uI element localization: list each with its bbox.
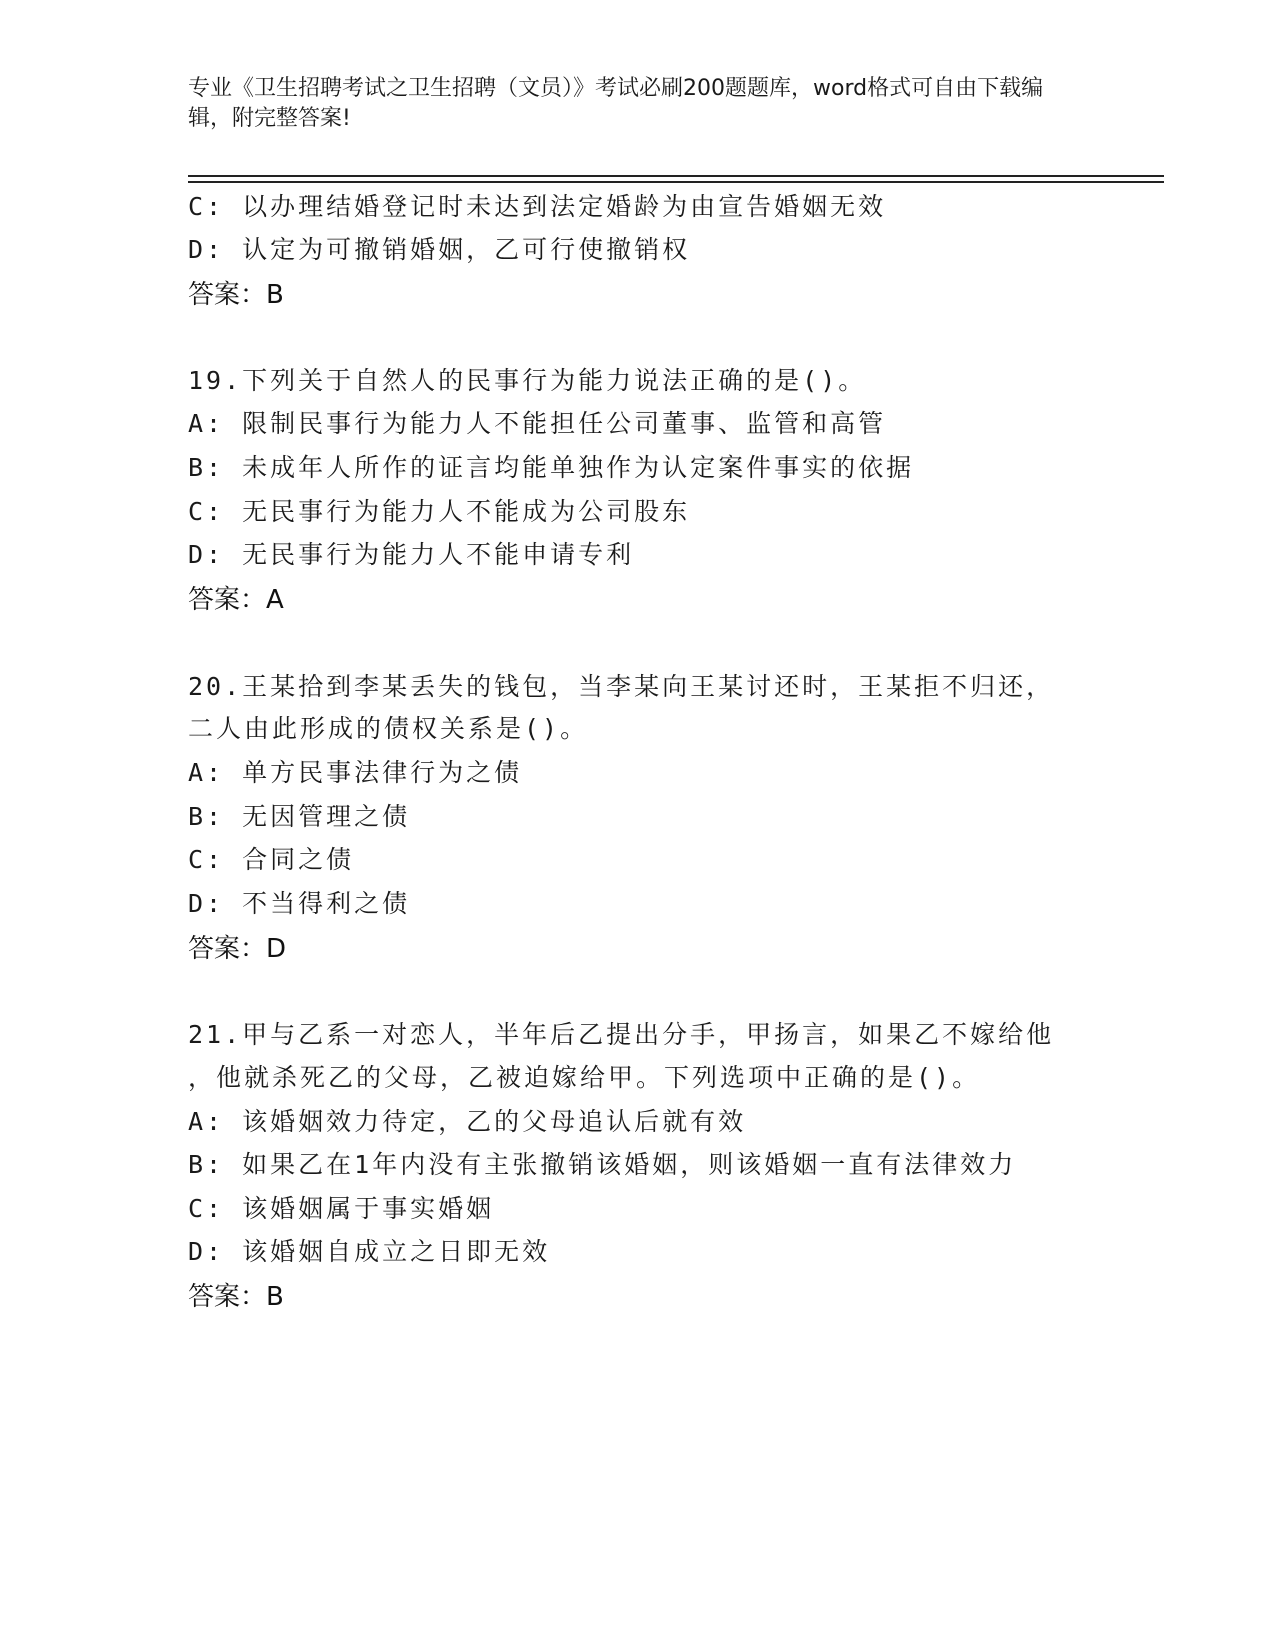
option-a: A: 单方民事法律行为之债 bbox=[188, 758, 523, 787]
option-c: C: 以办理结婚登记时未达到法定婚龄为由宣告婚姻无效 bbox=[188, 192, 887, 221]
header-divider-top bbox=[188, 175, 1164, 177]
page-header: 专业《卫生招聘考试之卫生招聘（文员）》考试必刷200题题库，word格式可自由下载编辑，附完整答案! bbox=[188, 76, 1044, 131]
option-a: A: 该婚姻效力待定，乙的父母追认后就有效 bbox=[188, 1107, 747, 1136]
option-c: C: 无民事行为能力人不能成为公司股东 bbox=[188, 497, 691, 526]
option-d: D: 该婚姻自成立之日即无效 bbox=[188, 1237, 551, 1266]
option-b: B: 如果乙在1年内没有主张撤销该婚姻，则该婚姻一直有法律效力 bbox=[188, 1150, 1017, 1179]
answer-label: 答案：B bbox=[188, 1282, 284, 1312]
question-stem-continued: ，他就杀死乙的父母，乙被迫嫁给甲。下列选项中正确的是()。 bbox=[188, 1063, 981, 1092]
question-stem: 19.下列关于自然人的民事行为能力说法正确的是()。 bbox=[188, 366, 867, 395]
header-divider-bottom bbox=[188, 181, 1164, 183]
answer-label: 答案：D bbox=[188, 934, 287, 964]
option-d: D: 认定为可撤销婚姻，乙可行使撤销权 bbox=[188, 235, 691, 264]
option-a: A: 限制民事行为能力人不能担任公司董事、监管和高管 bbox=[188, 409, 887, 438]
option-c: C: 该婚姻属于事实婚姻 bbox=[188, 1194, 495, 1223]
question-stem-continued: 二人由此形成的债权关系是()。 bbox=[188, 714, 589, 743]
option-b: B: 未成年人所作的证言均能单独作为认定案件事实的依据 bbox=[188, 453, 915, 482]
question-stem: 21.甲与乙系一对恋人，半年后乙提出分手，甲扬言，如果乙不嫁给他 bbox=[188, 1020, 1055, 1049]
option-b: B: 无因管理之债 bbox=[188, 802, 411, 831]
answer-label: 答案：A bbox=[188, 585, 284, 615]
answer-label: 答案：B bbox=[188, 280, 284, 310]
question-stem: 20.王某拾到李某丢失的钱包，当李某向王某讨还时，王某拒不归还， bbox=[188, 672, 1055, 701]
option-d: D: 无民事行为能力人不能申请专利 bbox=[188, 540, 635, 569]
option-c: C: 合同之债 bbox=[188, 845, 355, 874]
option-d: D: 不当得利之债 bbox=[188, 889, 411, 918]
